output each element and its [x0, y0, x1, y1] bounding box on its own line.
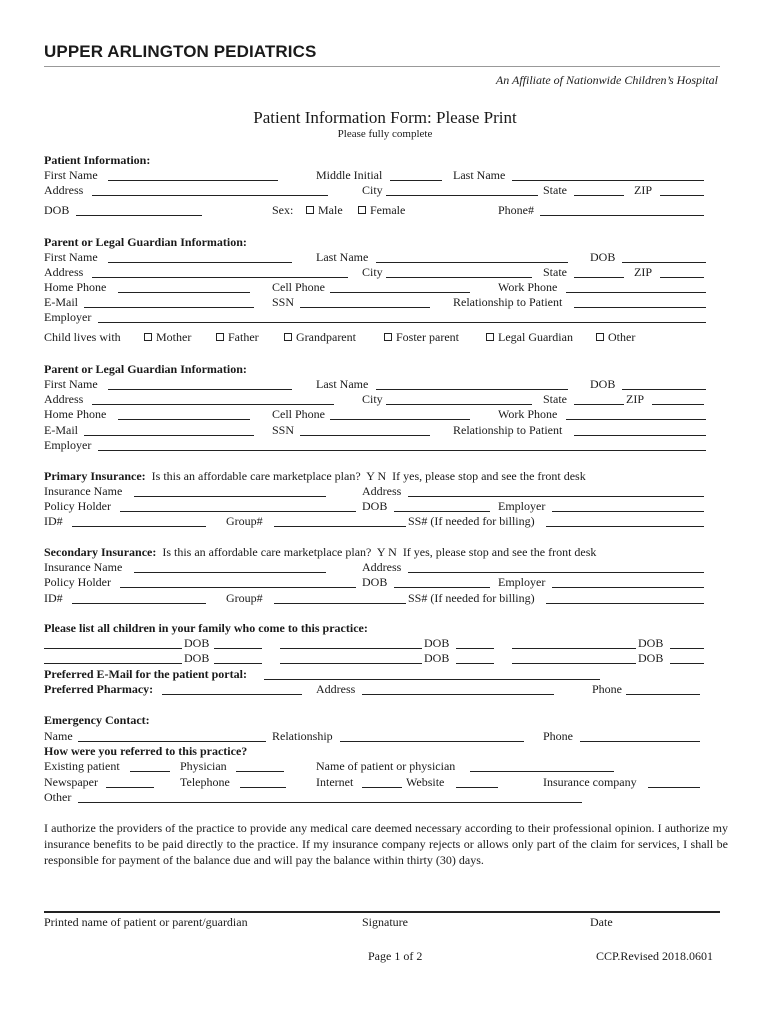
child-dob-field[interactable]: [670, 663, 704, 664]
child-dob-label: DOB: [184, 636, 210, 650]
primary-policy-holder-label: Policy Holder: [44, 499, 111, 513]
guardian1-address-field[interactable]: [92, 277, 348, 278]
guardian2-home-phone-field[interactable]: [118, 419, 250, 420]
referral-heading: How were you referred to this practice?: [44, 744, 248, 758]
primary-dob-field[interactable]: [394, 511, 490, 512]
referral-name-of-field[interactable]: [470, 771, 614, 772]
referral-insurance-company-label: Insurance company: [543, 775, 637, 789]
secondary-group-field[interactable]: [274, 603, 406, 604]
guardian1-state-field[interactable]: [574, 277, 624, 278]
sex-male-option[interactable]: Male: [306, 203, 343, 217]
emergency-relationship-field[interactable]: [340, 741, 524, 742]
child-dob-field[interactable]: [214, 648, 262, 649]
form-title: Patient Information Form: Please Print: [253, 108, 517, 127]
guardian1-last-name-label: Last Name: [316, 250, 369, 264]
guardian2-dob-label: DOB: [590, 377, 616, 391]
guardian1-ssn-label: SSN: [272, 295, 295, 309]
patient-heading: Patient Information:: [44, 153, 151, 167]
secondary-policy-holder-label: Policy Holder: [44, 575, 111, 589]
child-dob-label: DOB: [424, 651, 450, 665]
referral-newspaper-label: Newspaper: [44, 775, 98, 789]
child-dob-field[interactable]: [456, 648, 494, 649]
patient-dob-label: DOB: [44, 203, 70, 217]
checkbox-icon: [384, 333, 392, 341]
guardian2-ssn-field[interactable]: [300, 435, 430, 436]
secondary-policy-holder-field[interactable]: [120, 587, 356, 588]
secondary-front-desk-note: If yes, please stop and see the front desk: [402, 545, 597, 559]
guardian2-relationship-field[interactable]: [574, 435, 706, 436]
authorization-paragraph: I authorize the providers of the practice to provide any medical care deemed necessary according to their professional opinion. I authorize my insurance benefits to be paid directly to the practice. If my insurance company rejects or allows only part of the claim for services, I shall be responsible for payment of the balance due and will pay the balance within thirty (30) days.: [44, 821, 728, 867]
guardian1-ssn-field[interactable]: [300, 307, 430, 308]
primary-yes-no[interactable]: Y N: [366, 469, 387, 483]
preferred-email-label: Preferred E-Mail for the patient portal:: [44, 667, 247, 681]
primary-employer-field[interactable]: [552, 511, 704, 512]
primary-dob-label: DOB: [362, 499, 388, 513]
checkbox-icon: [144, 333, 152, 341]
lives-with-mother-option[interactable]: Mother: [144, 330, 191, 344]
guardian2-last-name-field[interactable]: [376, 389, 568, 390]
secondary-dob-field[interactable]: [394, 587, 490, 588]
emergency-heading: Emergency Contact:: [44, 713, 150, 727]
guardian1-heading: Parent or Legal Guardian Information:: [44, 235, 247, 249]
checkbox-icon: [284, 333, 292, 341]
checkbox-icon: [306, 206, 314, 214]
guardian1-email-label: E-Mail: [44, 295, 78, 309]
primary-marketplace-question: Is this an affordable care marketplace plan?: [151, 469, 361, 483]
guardian2-ssn-label: SSN: [272, 423, 295, 437]
guardian2-first-name-label: First Name: [44, 377, 98, 391]
guardian2-relationship-label: Relationship to Patient: [453, 423, 563, 437]
referral-other-field[interactable]: [78, 802, 582, 803]
guardian2-cell-phone-field[interactable]: [330, 419, 470, 420]
referral-physician-field[interactable]: [236, 771, 284, 772]
child-name-field[interactable]: [44, 663, 182, 664]
child-name-field[interactable]: [280, 648, 422, 649]
patient-sex-label: Sex:: [272, 203, 294, 217]
primary-id-field[interactable]: [72, 526, 206, 527]
secondary-address-label: Address: [362, 560, 402, 574]
secondary-group-label: Group#: [226, 591, 263, 605]
child-dob-label: DOB: [424, 636, 450, 650]
primary-id-label: ID#: [44, 514, 63, 528]
children-heading: Please list all children in your family who come to this practice:: [44, 621, 368, 635]
guardian2-home-phone-label: Home Phone: [44, 407, 107, 421]
guardian2-state-label: State: [543, 392, 567, 406]
primary-employer-label: Employer: [498, 499, 546, 513]
child-dob-label: DOB: [638, 651, 664, 665]
primary-address-field[interactable]: [408, 496, 704, 497]
emergency-name-field[interactable]: [78, 741, 266, 742]
guardian2-work-phone-field[interactable]: [566, 419, 706, 420]
guardian1-last-name-field[interactable]: [376, 262, 568, 263]
preferred-email-field[interactable]: [264, 679, 600, 680]
preferred-pharmacy-field[interactable]: [162, 694, 302, 695]
guardian2-cell-phone-label: Cell Phone: [272, 407, 325, 421]
guardian1-work-phone-field[interactable]: [566, 292, 706, 293]
child-dob-field[interactable]: [456, 663, 494, 664]
guardian2-email-field[interactable]: [84, 435, 254, 436]
date-label: Date: [590, 915, 613, 929]
lives-with-legal-guardian-option[interactable]: Legal Guardian: [486, 330, 573, 344]
child-lives-with-label: Child lives with: [44, 330, 121, 344]
guardian2-address-label: Address: [44, 392, 84, 406]
guardian1-cell-phone-label: Cell Phone: [272, 280, 325, 294]
secondary-insurance-question-row: [44, 545, 596, 559]
secondary-insurance-name-field[interactable]: [134, 572, 326, 573]
guardian1-relationship-label: Relationship to Patient: [453, 295, 563, 309]
signature-label: Signature: [362, 915, 408, 929]
guardian1-home-phone-field[interactable]: [118, 292, 250, 293]
patient-phone-field[interactable]: [540, 215, 704, 216]
checkbox-icon: [358, 206, 366, 214]
emergency-relationship-label: Relationship: [272, 729, 333, 743]
pharmacy-address-field[interactable]: [362, 694, 554, 695]
referral-website-field[interactable]: [456, 787, 498, 788]
guardian2-employer-label: Employer: [44, 438, 92, 452]
guardian1-work-phone-label: Work Phone: [498, 280, 558, 294]
patient-middle-initial-field[interactable]: [390, 180, 442, 181]
patient-phone-label: Phone#: [498, 203, 534, 217]
emergency-phone-label: Phone: [543, 729, 573, 743]
primary-insurance-heading: Primary Insurance:: [44, 469, 146, 483]
referral-name-of-label: Name of patient or physician: [316, 759, 456, 773]
referral-telephone-label: Telephone: [180, 775, 230, 789]
guardian1-cell-phone-field[interactable]: [330, 292, 470, 293]
child-dob-field[interactable]: [214, 663, 262, 664]
guardian1-email-field[interactable]: [84, 307, 254, 308]
guardian2-city-label: City: [362, 392, 383, 406]
guardian1-employer-field[interactable]: [98, 322, 706, 323]
sex-female-option[interactable]: Female: [358, 203, 405, 217]
secondary-ss-label: SS# (If needed for billing): [408, 591, 535, 605]
guardian2-first-name-field[interactable]: [108, 389, 292, 390]
printed-name-label: Printed name of patient or parent/guardian: [44, 915, 248, 929]
child-dob-field[interactable]: [670, 648, 704, 649]
guardian2-last-name-label: Last Name: [316, 377, 369, 391]
lives-with-foster-parent-option[interactable]: Foster parent: [384, 330, 459, 344]
secondary-dob-label: DOB: [362, 575, 388, 589]
referral-website-label: Website: [406, 775, 445, 789]
guardian1-dob-field[interactable]: [622, 262, 706, 263]
patient-city-field[interactable]: [386, 195, 538, 196]
secondary-insurance-name-label: Insurance Name: [44, 560, 123, 574]
checkbox-icon: [596, 333, 604, 341]
secondary-address-field[interactable]: [408, 572, 704, 573]
guardian1-zip-field[interactable]: [660, 277, 704, 278]
child-name-field[interactable]: [280, 663, 422, 664]
primary-ss-field[interactable]: [546, 526, 704, 527]
guardian2-city-field[interactable]: [386, 404, 532, 405]
secondary-insurance-heading: Secondary Insurance:: [44, 545, 157, 559]
patient-state-field[interactable]: [574, 195, 624, 196]
emergency-phone-field[interactable]: [580, 741, 700, 742]
guardian1-address-label: Address: [44, 265, 84, 279]
checkbox-icon: [486, 333, 494, 341]
affiliate-text: An Affiliate of Nationwide Children’s Hospital: [495, 73, 718, 87]
primary-ss-label: SS# (If needed for billing): [408, 514, 535, 528]
secondary-yes-no[interactable]: Y N: [376, 545, 397, 559]
guardian2-heading: Parent or Legal Guardian Information:: [44, 362, 247, 376]
guardian1-first-name-label: First Name: [44, 250, 98, 264]
checkbox-icon: [216, 333, 224, 341]
pharmacy-phone-field[interactable]: [626, 694, 700, 695]
lives-with-grandparent-option[interactable]: Grandparent: [284, 330, 356, 344]
lives-with-other-option[interactable]: Other: [596, 330, 635, 344]
child-name-field[interactable]: [512, 663, 636, 664]
preferred-pharmacy-label: Preferred Pharmacy:: [44, 682, 154, 696]
primary-front-desk-note: If yes, please stop and see the front desk: [392, 469, 586, 483]
patient-first-name-label: First Name: [44, 168, 98, 182]
guardian1-zip-label: ZIP: [634, 265, 652, 279]
referral-existing-patient-label: Existing patient: [44, 759, 120, 773]
secondary-marketplace-question: Is this an affordable care marketplace plan?: [162, 545, 372, 559]
secondary-employer-label: Employer: [498, 575, 546, 589]
emergency-name-label: Name: [44, 729, 73, 743]
revision-code: CCP.Revised 2018.0601: [596, 949, 714, 963]
guardian2-address-field[interactable]: [92, 404, 334, 405]
header-rule: [44, 66, 720, 67]
primary-group-field[interactable]: [274, 526, 406, 527]
referral-newspaper-field[interactable]: [106, 787, 154, 788]
patient-city-label: City: [362, 183, 383, 197]
pharmacy-address-label: Address: [316, 682, 356, 696]
patient-zip-label: ZIP: [634, 183, 652, 197]
primary-insurance-question-row: [44, 469, 586, 483]
patient-zip-field[interactable]: [660, 195, 704, 196]
guardian2-work-phone-label: Work Phone: [498, 407, 558, 421]
pharmacy-phone-label: Phone: [592, 682, 622, 696]
referral-internet-label: Internet: [316, 775, 354, 789]
guardian1-relationship-field[interactable]: [574, 307, 706, 308]
secondary-id-label: ID#: [44, 591, 63, 605]
referral-other-label: Other: [44, 790, 72, 804]
patient-middle-initial-label: Middle Initial: [316, 168, 383, 182]
child-dob-label: DOB: [184, 651, 210, 665]
primary-group-label: Group#: [226, 514, 263, 528]
primary-address-label: Address: [362, 484, 402, 498]
guardian2-state-field[interactable]: [574, 404, 624, 405]
primary-insurance-name-label: Insurance Name: [44, 484, 123, 498]
secondary-employer-field[interactable]: [552, 587, 704, 588]
guardian1-dob-label: DOB: [590, 250, 616, 264]
guardian2-employer-field[interactable]: [98, 450, 706, 451]
patient-state-label: State: [543, 183, 567, 197]
referral-physician-label: Physician: [180, 759, 227, 773]
child-name-field[interactable]: [44, 648, 182, 649]
secondary-id-field[interactable]: [72, 603, 206, 604]
guardian1-city-field[interactable]: [386, 277, 532, 278]
primary-insurance-name-field[interactable]: [134, 496, 326, 497]
child-dob-label: DOB: [638, 636, 664, 650]
form-subtitle: Please fully complete: [337, 128, 433, 140]
guardian2-dob-field[interactable]: [622, 389, 706, 390]
guardian1-state-label: State: [543, 265, 567, 279]
secondary-ss-field[interactable]: [546, 603, 704, 604]
referral-existing-patient-field[interactable]: [130, 771, 170, 772]
signature-line[interactable]: [44, 911, 720, 913]
guardian1-city-label: City: [362, 265, 383, 279]
guardian1-home-phone-label: Home Phone: [44, 280, 107, 294]
patient-address-label: Address: [44, 183, 84, 197]
patient-last-name-label: Last Name: [453, 168, 506, 182]
child-name-field[interactable]: [512, 648, 636, 649]
guardian1-first-name-field[interactable]: [108, 262, 292, 263]
primary-policy-holder-field[interactable]: [120, 511, 356, 512]
referral-telephone-field[interactable]: [240, 787, 286, 788]
patient-address-field[interactable]: [92, 195, 328, 196]
lives-with-father-option[interactable]: Father: [216, 330, 259, 344]
patient-dob-field[interactable]: [76, 215, 202, 216]
page-number: Page 1 of 2: [368, 949, 423, 963]
referral-insurance-company-field[interactable]: [648, 787, 700, 788]
referral-internet-field[interactable]: [362, 787, 402, 788]
patient-first-name-field[interactable]: [108, 180, 278, 181]
guardian1-employer-label: Employer: [44, 310, 92, 324]
patient-last-name-field[interactable]: [512, 180, 704, 181]
guardian2-zip-field[interactable]: [652, 404, 704, 405]
guardian2-zip-label: ZIP: [626, 392, 644, 406]
practice-name: UPPER ARLINGTON PEDIATRICS: [44, 42, 317, 61]
guardian2-email-label: E-Mail: [44, 423, 78, 437]
